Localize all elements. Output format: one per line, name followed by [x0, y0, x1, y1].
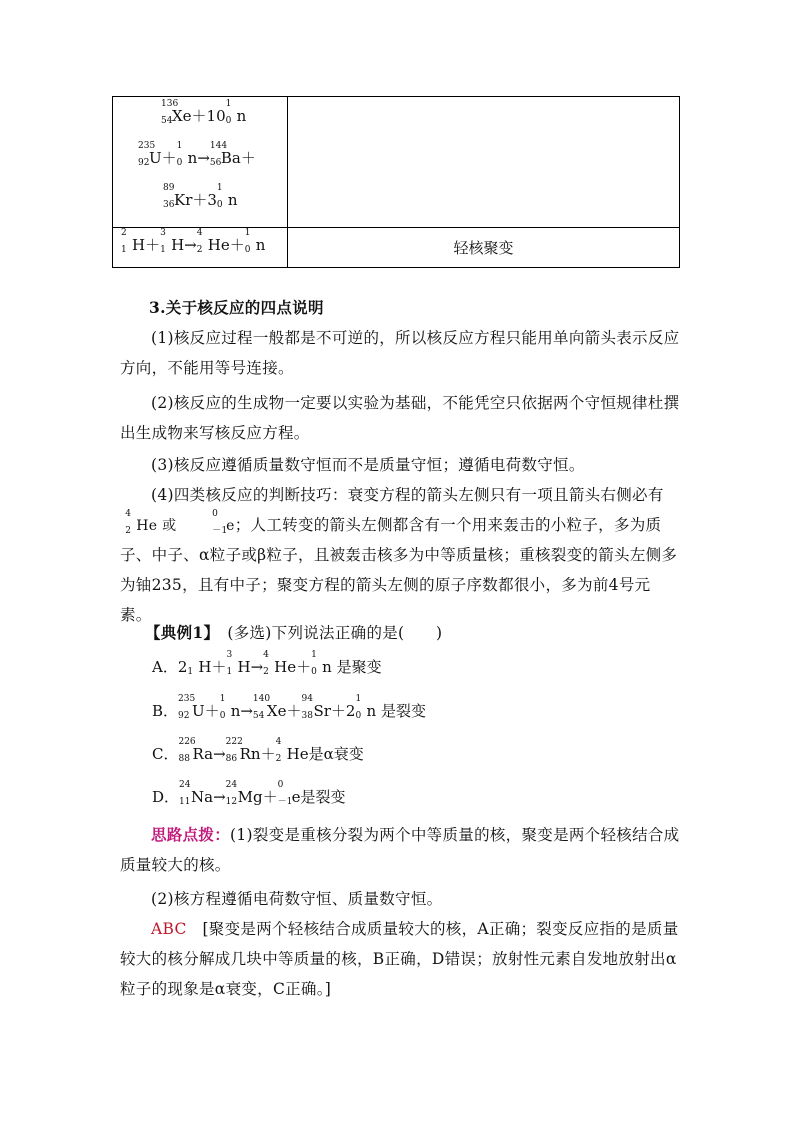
reaction-table: [112, 96, 680, 268]
hint-label: 思路点拨：: [151, 825, 231, 844]
fission-eq-line3: [163, 183, 238, 210]
paragraph-3: (3)核反应遵循质量数守恒而不是质量守恒；遵循电荷数守恒。: [151, 456, 585, 474]
nuclide-n: 1 0 n→: [176, 141, 210, 168]
he-beta-particles: 4 2 He 或 0 －1 e: [125, 509, 235, 536]
hint-paragraph-2: (2)核方程遵循电荷数守恒、质量数守恒。: [151, 890, 443, 908]
fission-eq-line2: [138, 141, 256, 168]
section-heading: 3.关于核反应的四点说明: [149, 298, 324, 317]
answer-label: ABC: [151, 920, 187, 938]
answer-paragraph: ABC [聚变是两个轻核结合成质量较大的核，A正确；裂变反应指的是质量较大的核分解成几块中等质量的核，B正确，D错误；放射性元素自发地放射出α粒子的现象是α衰变，C正确。]: [120, 920, 679, 998]
nuclide-n: 1 0 n: [244, 228, 266, 255]
nuclide-ba: 144 56 Ba＋: [209, 141, 256, 168]
nuclide-h2: 2 1 H＋: [121, 228, 161, 255]
paragraph-1: (1)核反应过程一般都是不可逆的，所以核反应方程只能用单向箭头表示反应方向，不能用等号连接。: [120, 329, 680, 377]
nuclide-n: 1 0 n: [216, 183, 238, 210]
option-c: C． 226 88 Ra→ 222 86 Rn＋ 4 2 He是α衰变: [152, 737, 364, 764]
fusion-label: 轻核聚变: [453, 239, 514, 257]
nuclide-n: 1 0 n: [225, 99, 247, 126]
option-a: A．2 1 H＋ 3 1 H→ 4 2 He＋ 1 0 n 是聚变: [152, 650, 382, 677]
nuclide-kr: 89 36 Kr＋3: [163, 183, 217, 210]
fission-eq-line1: [161, 99, 247, 126]
paragraph-4: (4)四类核反应的判断技巧：衰变方程的箭头左侧只有一项且箭头右侧必有 4 2 He 或 0 －1 e；人工转变的箭头左侧都含有一个用来轰击的小粒子，多为质子、中子、α粒子或β粒子，且被轰击核多为中等质量核；重核裂变的箭头左侧多为铀235，且有中子；聚变方程的箭头左侧的原子序数都很小，多为前4号元素。: [120, 480, 680, 630]
example-question: [145, 618, 705, 648]
hint-paragraph-1: 思路点拨：(1)裂变是重核分裂为两个中等质量的核，聚变是两个轻核结合成质量较大的核。: [120, 825, 680, 874]
nuclide-he: 4 2 He＋: [196, 228, 245, 255]
nuclide-h3: 3 1 H→: [160, 228, 197, 255]
example-label: 【典例1】: [145, 623, 212, 642]
fusion-eq: [121, 228, 266, 255]
question-text: (多选)下列说法正确的是( ): [227, 624, 443, 642]
option-d: D． 24 11 Na→ 24 12 Mg＋ 0 －1 e是裂变: [152, 780, 346, 807]
nuclide-u: 235 92 U＋: [138, 141, 177, 168]
option-b: B． 235 92 U＋ 1 0 n→ 140 54 Xe＋ 94 38 Sr＋2 1 0 n 是裂变: [152, 694, 426, 721]
nuclide-xe: 136 54 Xe＋10: [161, 99, 226, 126]
paragraph-2: (2)核反应的生成物一定要以实验为基础，不能凭空只依据两个守恒规律杜撰出生成物来写核反应方程。: [120, 394, 680, 442]
